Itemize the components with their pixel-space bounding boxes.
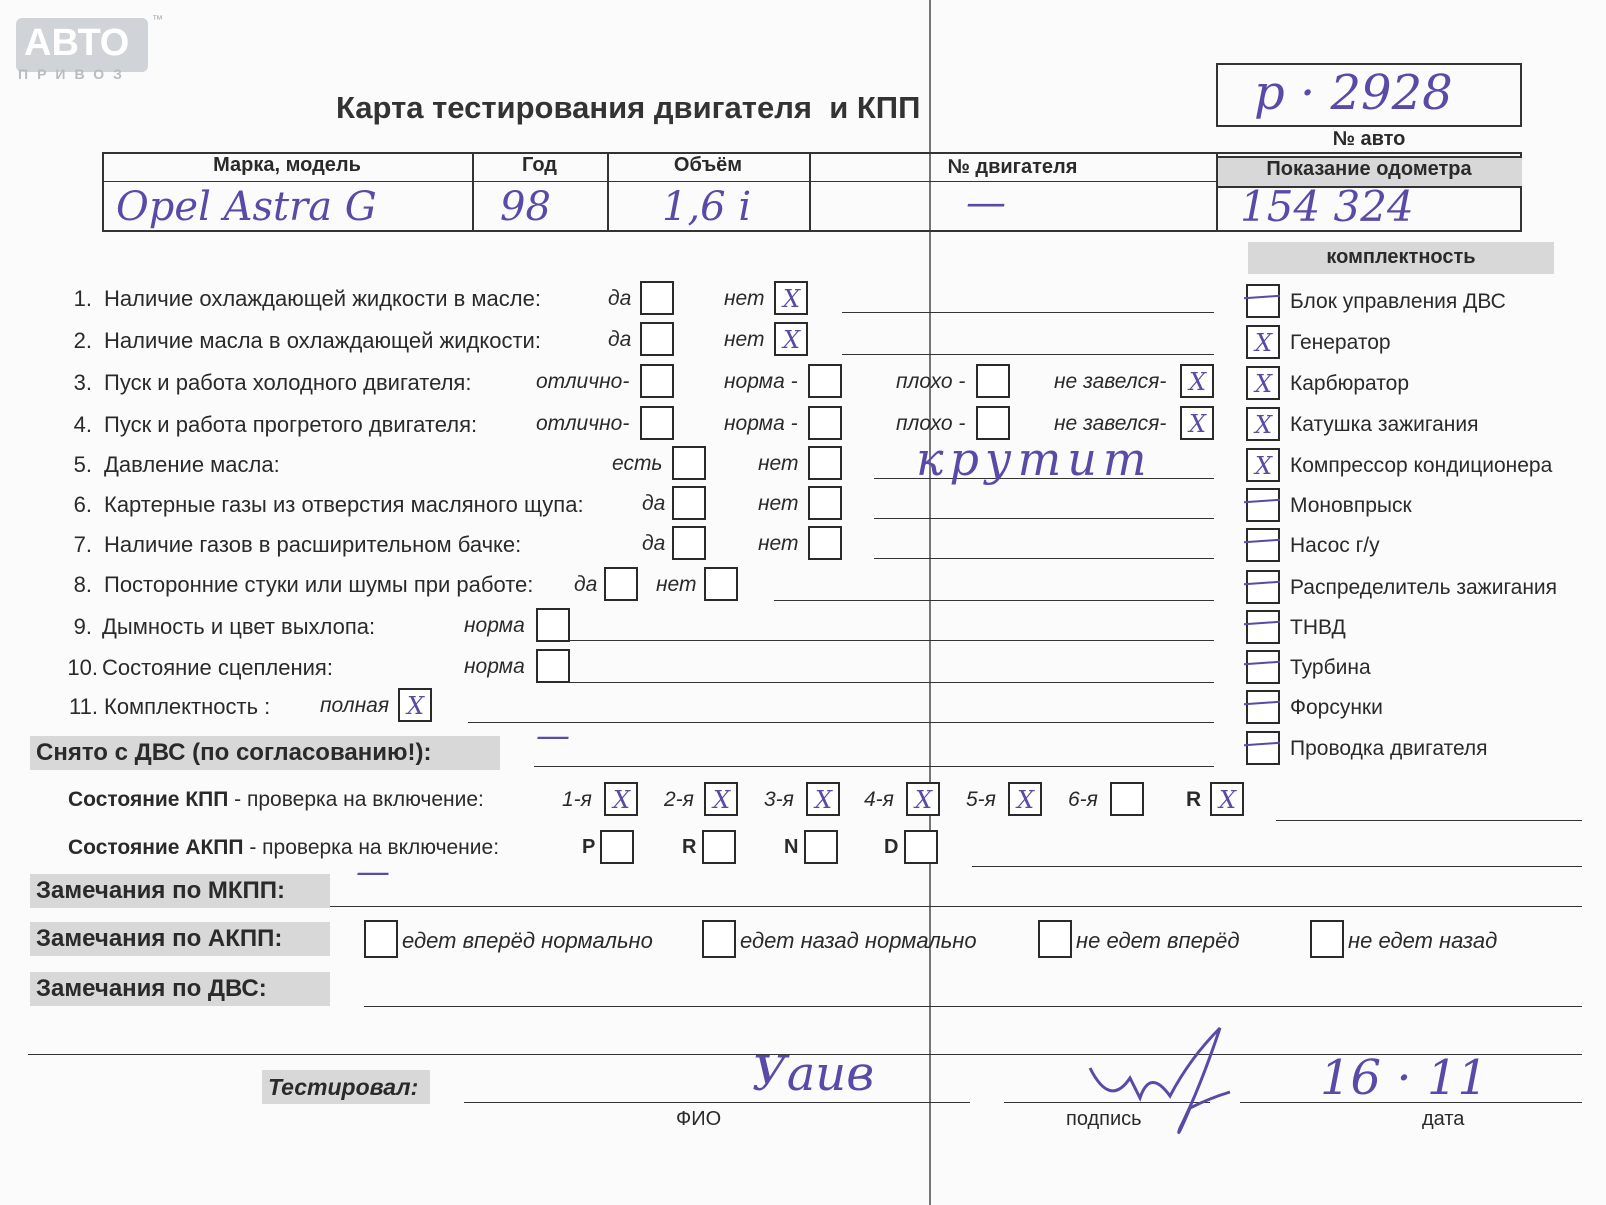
q5-yes-checkbox[interactable] — [672, 446, 706, 480]
akpp-gear-checkbox[interactable] — [904, 830, 938, 864]
kit-item-label: Карбюратор — [1290, 372, 1410, 395]
kit-item-label: Генератор — [1290, 331, 1391, 354]
kit-item-label: Блок управления ДВС — [1290, 290, 1506, 313]
kit-item-checkbox[interactable] — [1246, 610, 1280, 644]
question-text: Дымность и цвет выхлопа: — [102, 614, 376, 639]
q9-normal-checkbox[interactable] — [536, 608, 570, 642]
kit-item-checkbox[interactable] — [1246, 366, 1280, 400]
akpp-note-label: не едет вперёд — [1076, 928, 1240, 953]
tested-label — [262, 1070, 430, 1104]
question-text: Комплектность : — [104, 694, 271, 719]
akpp-note-label: едет вперёд нормально — [402, 928, 653, 953]
akpp-note-checkbox[interactable] — [364, 920, 398, 958]
kpp-gear-checkbox[interactable] — [806, 782, 840, 816]
notes-akpp-label: Замечания по АКПП: — [30, 922, 330, 956]
kpp-gear-checkbox[interactable] — [604, 782, 638, 816]
akpp-label-bold: Состояние АКПП — [68, 836, 244, 859]
q2-no-checkbox[interactable] — [774, 322, 808, 356]
kpp-gear-label: 1-я — [562, 788, 592, 811]
notes-dvs-line — [364, 1006, 1582, 1007]
question-text: Пуск и работа прогретого двигателя: — [104, 412, 478, 437]
q6-yes-label: да — [642, 492, 666, 515]
header-make-model: Марка, модель — [213, 154, 361, 176]
q2-no-label: нет — [724, 328, 765, 351]
logo-text: АВТО — [24, 22, 130, 64]
akpp-note-checkbox[interactable] — [702, 920, 736, 958]
q1-no-label: нет — [724, 287, 765, 310]
akpp-gear-checkbox[interactable] — [600, 830, 634, 864]
q3-normal-label: норма - — [724, 370, 798, 393]
q2-yes-checkbox[interactable] — [640, 322, 674, 356]
kit-item-label: Насос г/у — [1290, 534, 1380, 557]
akpp-gear-checkbox[interactable] — [702, 830, 736, 864]
q10-normal-label: норма — [464, 655, 525, 678]
kpp-gear-checkbox[interactable] — [1210, 782, 1244, 816]
question-number: 1. — [73, 286, 92, 311]
q6-no-label: нет — [758, 492, 799, 515]
notes-mkpp-line — [330, 906, 1582, 907]
notes-mkpp-value: — — [356, 852, 390, 892]
auto-number-value: р · 2928 — [1254, 65, 1453, 121]
question-text: Давление масла: — [104, 452, 280, 477]
q5-yes-label: есть — [612, 452, 663, 475]
akpp-label-rest: - проверка на включение: — [243, 836, 500, 859]
q5-note-value: крутит — [916, 432, 1153, 486]
akpp-note-checkbox[interactable] — [1310, 920, 1344, 958]
header-year: Год — [522, 154, 557, 176]
q9-note-line — [570, 640, 1214, 641]
q8-no-label: нет — [656, 573, 697, 596]
q4-excellent-label: отлично- — [536, 412, 630, 435]
fio-caption: ФИО — [676, 1108, 722, 1130]
akpp-gear-checkbox[interactable] — [804, 830, 838, 864]
kit-item-label: Компрессор кондиционера — [1290, 454, 1553, 477]
notes-mkpp-label: Замечания по МКПП: — [30, 874, 330, 908]
q3-no-start-checkbox[interactable] — [1180, 364, 1214, 398]
q10-normal-checkbox[interactable] — [536, 649, 570, 683]
q3-excellent-label: отлично- — [536, 370, 630, 393]
akpp-note-label: не едет назад — [1348, 928, 1498, 953]
removed-line — [534, 766, 1214, 767]
question-number: 10. — [67, 655, 98, 680]
question-text: Состояние сцепления: — [102, 655, 333, 680]
q4-normal-label: норма - — [724, 412, 798, 435]
header-volume: Объём — [673, 154, 743, 176]
q8-yes-checkbox[interactable] — [604, 567, 638, 601]
q9-normal-label: норма — [464, 614, 525, 637]
akpp-gear-label: D — [884, 836, 899, 858]
question-number: 5. — [73, 452, 92, 477]
q4-no-start-checkbox[interactable] — [1180, 406, 1214, 440]
question-number: 8. — [73, 572, 92, 597]
kpp-gear-label: 2-я — [664, 788, 694, 811]
q8-note-line — [774, 600, 1214, 601]
q1-yes-label: да — [608, 287, 632, 310]
question-number: 6. — [73, 492, 92, 517]
kit-item-label: Катушка зажигания — [1290, 413, 1479, 436]
q3-bad-label: плохо - — [896, 370, 966, 393]
sign-caption: подпись — [1066, 1108, 1142, 1130]
kit-item-label: Моновпрыск — [1290, 494, 1412, 517]
make-model-value: Opel Astra G — [116, 184, 377, 230]
q3-no-start-label: не завелся- — [1054, 370, 1167, 393]
q2-note-line — [842, 354, 1214, 355]
q6-note-line — [874, 518, 1214, 519]
kit-item-checkbox[interactable] — [1246, 407, 1280, 441]
kpp-note-line — [1276, 820, 1582, 821]
removed-label: Снято с ДВС (по согласованию!): — [30, 736, 500, 770]
q11-note-line — [468, 722, 1214, 723]
kpp-gear-checkbox[interactable] — [1008, 782, 1042, 816]
kit-item-label: ТНВД — [1290, 616, 1346, 639]
akpp-gear-label: N — [784, 836, 799, 858]
kpp-gear-label: R — [1186, 788, 1202, 811]
kpp-gear-label: 6-я — [1068, 788, 1098, 811]
engine-no-value: — — [966, 180, 1006, 226]
kpp-label-rest: - проверка на включение: — [228, 788, 484, 811]
header-engine-no: № двигателя — [947, 156, 1078, 178]
kit-header-label: комплектность — [1326, 246, 1476, 268]
question-number: 7. — [73, 532, 92, 557]
q7-no-checkbox[interactable] — [808, 526, 842, 560]
kit-item-label: Проводка двигателя — [1290, 737, 1488, 760]
q7-yes-checkbox[interactable] — [672, 526, 706, 560]
q8-yes-label: да — [574, 573, 598, 596]
q1-no-checkbox[interactable] — [774, 281, 808, 315]
logo-sub: ПРИВОЗ — [18, 66, 131, 82]
q11-full-checkbox[interactable] — [398, 688, 432, 722]
kit-item-label: Форсунки — [1290, 696, 1383, 719]
q4-normal-checkbox[interactable] — [808, 406, 842, 440]
question-number: 9. — [73, 614, 92, 639]
q10-note-line — [570, 682, 1214, 683]
q3-normal-checkbox[interactable] — [808, 364, 842, 398]
akpp-label — [68, 836, 499, 860]
question-text: Картерные газы из отверстия масляного щупа: — [104, 492, 584, 517]
date-value: 16 · 11 — [1320, 1050, 1488, 1106]
kit-item-label: Турбина — [1290, 656, 1371, 679]
kit-item-checkbox[interactable] — [1246, 448, 1280, 482]
kit-item-checkbox[interactable] — [1246, 690, 1280, 724]
q4-bad-label: плохо - — [896, 412, 966, 435]
kpp-gear-checkbox[interactable] — [1110, 782, 1144, 816]
q6-yes-checkbox[interactable] — [672, 486, 706, 520]
q11-full-label: полная — [320, 694, 390, 717]
kit-item-label: Распределитель зажигания — [1290, 576, 1558, 599]
kpp-gear-label: 5-я — [966, 788, 996, 811]
q6-no-checkbox[interactable] — [808, 486, 842, 520]
akpp-note-checkbox[interactable] — [1038, 920, 1072, 958]
q5-no-checkbox[interactable] — [808, 446, 842, 480]
logo-tm: ™ — [152, 14, 163, 26]
kpp-label-bold: Состояние КПП — [68, 788, 229, 811]
kpp-gear-checkbox[interactable] — [704, 782, 738, 816]
kit-item-checkbox[interactable] — [1246, 284, 1280, 318]
tested-label-text: Тестировал: — [268, 1074, 419, 1100]
akpp-note-label: едет назад нормально — [740, 928, 977, 953]
question-text: Пуск и работа холодного двигателя: — [104, 370, 472, 395]
question-text: Наличие газов в расширительном бачке: — [104, 532, 522, 557]
kit-item-checkbox[interactable] — [1246, 731, 1280, 765]
kpp-gear-label: 3-я — [764, 788, 794, 811]
kpp-label — [68, 788, 484, 812]
akpp-note-line — [972, 866, 1582, 867]
q1-note-line — [842, 312, 1214, 313]
q7-yes-label: да — [642, 532, 666, 555]
q4-no-start-label: не завелся- — [1054, 412, 1167, 435]
year-value: 98 — [500, 184, 551, 230]
akpp-gear-label: P — [582, 836, 596, 858]
logo — [16, 14, 163, 72]
auto-number-label: № авто — [1332, 128, 1406, 150]
akpp-gear-label: R — [682, 836, 697, 858]
question-text: Посторонние стуки или шумы при работе: — [104, 572, 534, 597]
kpp-gear-label: 4-я — [864, 788, 894, 811]
q1-yes-checkbox[interactable] — [640, 281, 674, 315]
volume-value: 1,6 i — [662, 184, 752, 230]
date-caption: дата — [1422, 1108, 1465, 1130]
question-number: 4. — [73, 412, 92, 437]
kit-item-checkbox[interactable] — [1246, 528, 1280, 562]
kit-item-checkbox[interactable] — [1246, 570, 1280, 604]
fio-value: Уаив — [752, 1046, 875, 1102]
table-header-row-line — [102, 181, 1217, 182]
q7-no-label: нет — [758, 532, 799, 555]
kit-item-checkbox[interactable] — [1246, 488, 1280, 522]
q8-no-checkbox[interactable] — [704, 567, 738, 601]
notes-dvs-label: Замечания по ДВС: — [30, 972, 330, 1006]
question-number: 3. — [73, 370, 92, 395]
q3-bad-checkbox[interactable] — [976, 364, 1010, 398]
odometer-value: 154 324 — [1240, 182, 1414, 231]
kpp-gear-checkbox[interactable] — [906, 782, 940, 816]
q2-yes-label: да — [608, 328, 632, 351]
question-number: 2. — [73, 328, 92, 353]
fio-line — [464, 1102, 970, 1103]
q5-no-label: нет — [758, 452, 799, 475]
question-text: Наличие охлаждающей жидкости в масле: — [104, 286, 541, 311]
removed-value: — — [536, 716, 570, 756]
header-odometer: Показание одометра — [1266, 158, 1472, 180]
kit-item-checkbox[interactable] — [1246, 325, 1280, 359]
q3-excellent-checkbox[interactable] — [640, 364, 674, 398]
question-number: 11. — [69, 694, 98, 719]
page-title: Карта тестирования двигателя и КПП — [336, 90, 921, 125]
q7-note-line — [874, 558, 1214, 559]
q4-excellent-checkbox[interactable] — [640, 406, 674, 440]
auto-number-box — [1216, 63, 1522, 127]
kit-item-checkbox[interactable] — [1246, 650, 1280, 684]
question-text: Наличие масла в охлаждающей жидкости: — [104, 328, 541, 353]
